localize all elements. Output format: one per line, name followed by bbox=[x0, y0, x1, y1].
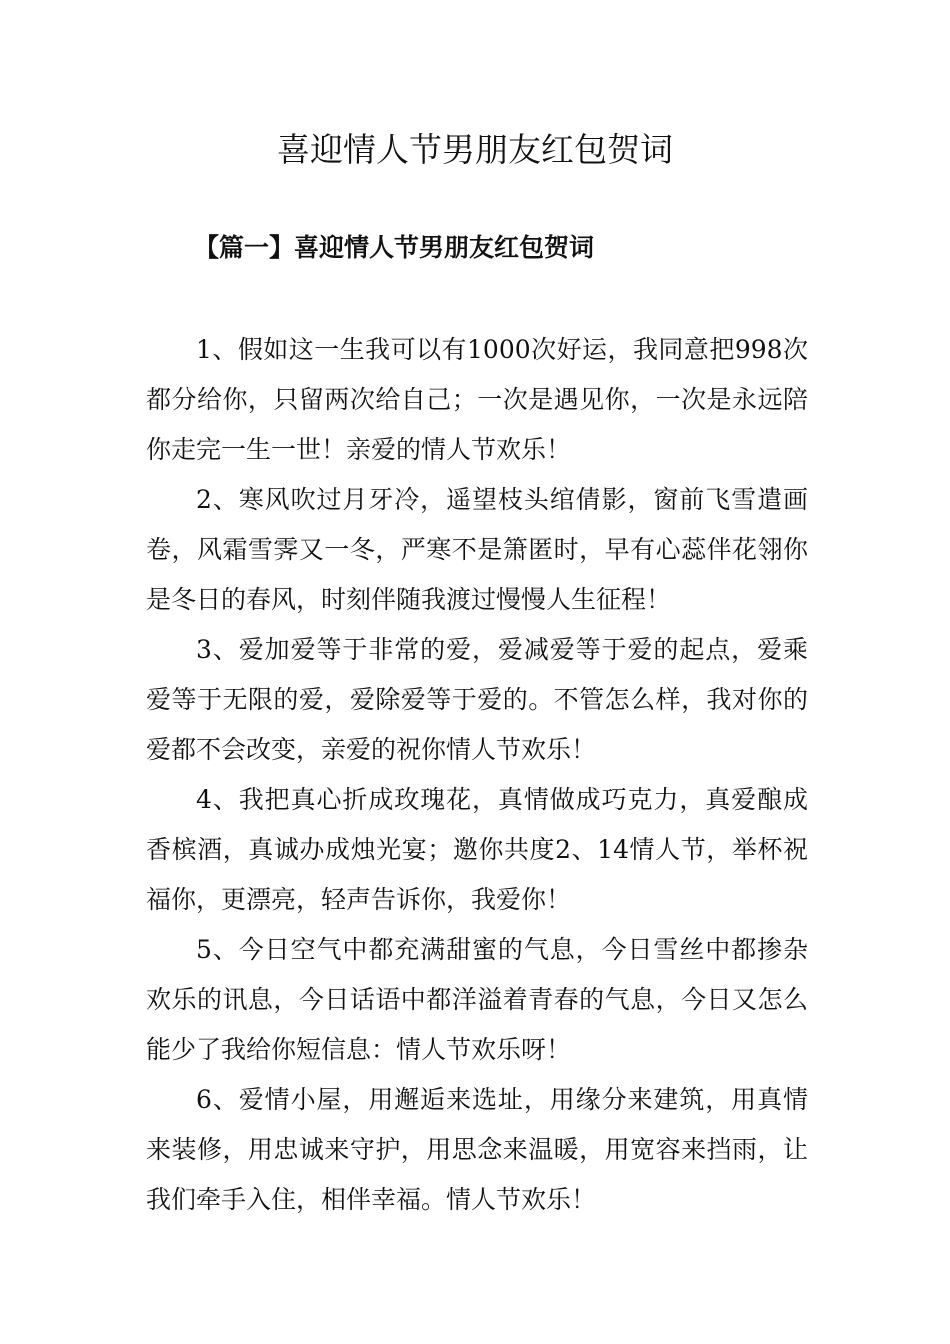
section-heading: 【篇一】喜迎情人节男朋友红包贺词 bbox=[194, 233, 595, 262]
paragraph-4: 4、我把真心折成玫瑰花，真情做成巧克力，真爱酿成香槟酒，真诚办成烛光宴；邀你共度2、14情人节，举杯祝福你，更漂亮，轻声告诉你，我爱你！ bbox=[146, 785, 808, 914]
paragraph-5: 5、今日空气中都充满甜蜜的气息，今日雪丝中都掺杂欢乐的讯息，今日话语中都洋溢着青春的气息，今日又怎么能少了我给你短信息：情人节欢乐呀！ bbox=[146, 935, 808, 1064]
document-title: 喜迎情人节男朋友红包贺词 bbox=[277, 130, 673, 169]
paragraph-1: 1、假如这一生我可以有1000次好运，我同意把998次都分给你，只留两次给自己；一次是遇见你，一次是永远陪你走完一生一世！亲爱的情人节欢乐！ bbox=[146, 335, 808, 464]
paragraph-3: 3、爱加爱等于非常的爱，爱减爱等于爱的起点，爱乘爱等于无限的爱，爱除爱等于爱的。不管怎么样，我对你的爱都不会改变，亲爱的祝你情人节欢乐！ bbox=[146, 635, 808, 764]
body-text bbox=[146, 325, 808, 1225]
paragraph-2: 2、寒风吹过月牙冷，遥望枝头绾倩影，窗前飞雪遣画卷，风霜雪霁又一冬，严寒不是箫匿时，早有心蕊伴花翎你是冬日的春风，时刻伴随我渡过慢慢人生征程！ bbox=[146, 485, 808, 614]
paragraph-6: 6、爱情小屋，用邂逅来选址，用缘分来建筑，用真情来装修，用忠诚来守护，用思念来温暖，用宽容来挡雨，让我们牵手入住，相伴幸福。情人节欢乐！ bbox=[146, 1085, 808, 1214]
